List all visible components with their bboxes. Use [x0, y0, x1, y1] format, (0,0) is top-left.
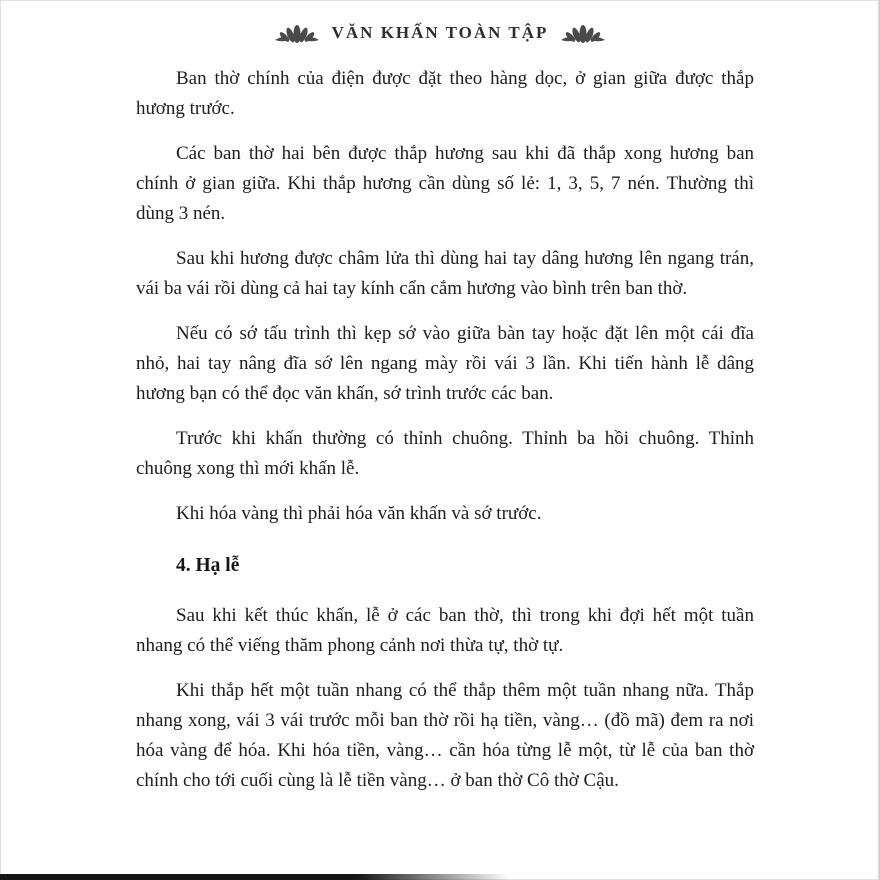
- lotus-ornament-icon: [560, 22, 606, 44]
- paragraph: Các ban thờ hai bên được thắp hương sau khi đã thắp xong hương ban chính ở gian giữa. Khi thắp hương cần dùng số lẻ: 1, 3, 5, 7 nén. Thường thì dùng 3 nén.: [136, 143, 754, 224]
- paragraph: Ban thờ chính của điện được đặt theo hàng dọc, ở gian giữa được thắp hương trước.: [136, 68, 754, 119]
- page-content: [0, 50, 880, 796]
- paragraph: Khi thắp hết một tuần nhang có thể thắp thêm một tuần nhang nữa. Thắp nhang xong, vái 3 vái trước mỗi ban thờ rồi hạ tiền, vàng… (đồ mã) đem ra nơi hóa vàng để hóa. Khi hóa tiền, vàng… cần hóa từng lễ một, từ lễ của ban thờ chính cho tới cuối cùng là lễ tiền vàng… ở ban thờ Cô thờ Cậu.: [136, 680, 754, 791]
- book-title: VĂN KHẤN TOÀN TẬP: [331, 23, 549, 42]
- paragraph: Sau khi kết thúc khấn, lễ ở các ban thờ, thì trong khi đợi hết một tuần nhang có thể viếng thăm phong cảnh nơi thừa tự, thờ tự.: [136, 605, 754, 656]
- paragraph: Nếu có sớ tấu trình thì kẹp sớ vào giữa bàn tay hoặc đặt lên một cái đĩa nhỏ, hai tay nâng đĩa sớ lên ngang mày rồi vái 3 lần. Khi tiến hành lễ dâng hương bạn có thể đọc văn khấn, sớ trình trước các ban.: [136, 323, 754, 404]
- paragraph: Trước khi khấn thường có thỉnh chuông. Thỉnh ba hồi chuông. Thỉnh chuông xong thì mới khấn lễ.: [136, 428, 754, 479]
- page-header: [0, 0, 880, 50]
- paragraph: Sau khi hương được châm lửa thì dùng hai tay dâng hương lên ngang trán, vái ba vái rồi dùng cả hai tay kính cẩn cắm hương vào bình trên ban thờ.: [136, 248, 754, 299]
- section-heading: 4. Hạ lễ: [176, 555, 240, 576]
- lotus-ornament-icon: [274, 22, 320, 44]
- scan-edge: [0, 874, 510, 880]
- paragraph: Khi hóa vàng thì phải hóa văn khấn và sớ trước.: [176, 503, 542, 524]
